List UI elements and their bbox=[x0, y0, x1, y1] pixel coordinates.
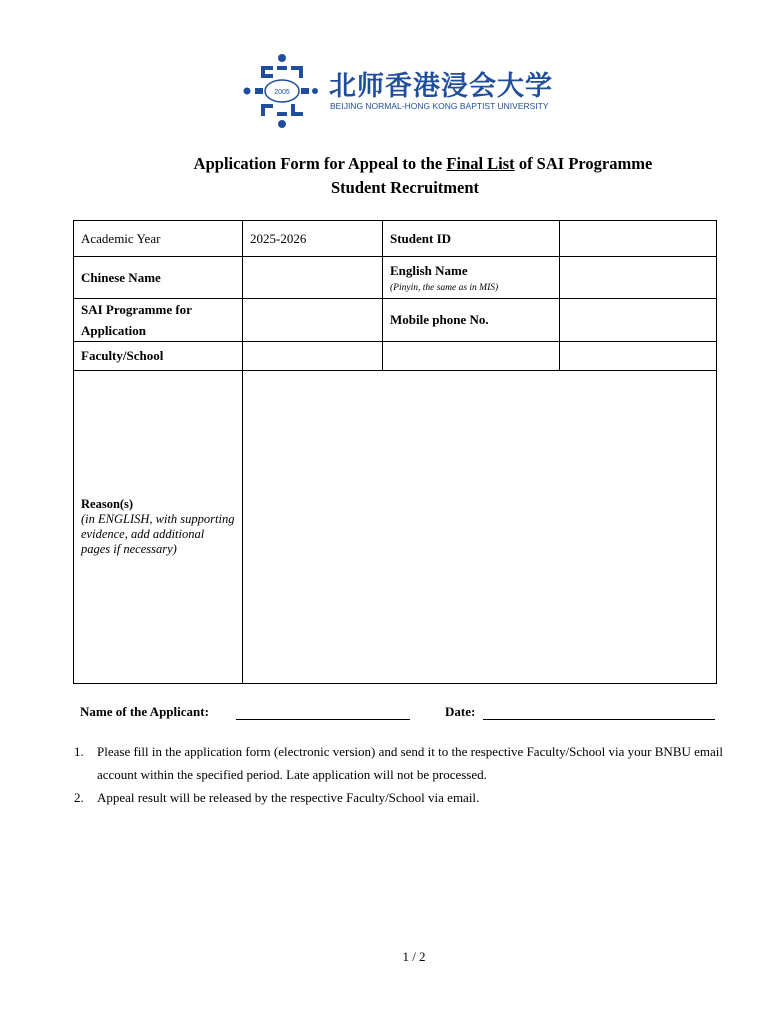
logo-year: 2005 bbox=[274, 89, 290, 96]
date-label: Date: bbox=[445, 704, 476, 719]
faculty-school-field[interactable] bbox=[243, 342, 383, 371]
reason-label: Reason(s) bbox=[81, 497, 134, 511]
list-item: 2. Appeal result will be released by the respective Faculty/School via email. bbox=[74, 790, 480, 805]
english-name-note: (Pinyin, the same as in MIS) bbox=[390, 282, 499, 293]
list-item: 1. Please fill in the application form (electronic version) and send it to the respective Faculty/School via your BNBU email account within the specified period. Late application will not be processed. bbox=[74, 744, 723, 782]
reason-field[interactable] bbox=[243, 371, 717, 684]
logo-english-name: BEIJING NORMAL-HONG KONG BAPTIST UNIVERSITY bbox=[330, 101, 549, 111]
chinese-name-field[interactable] bbox=[243, 257, 383, 299]
faculty-extra-cell-2 bbox=[560, 342, 717, 371]
student-id-field[interactable] bbox=[560, 221, 717, 257]
date-line[interactable] bbox=[483, 719, 715, 720]
sai-programme-field[interactable] bbox=[243, 299, 383, 342]
applicant-name-label: Name of the Applicant: bbox=[80, 704, 209, 719]
reason-note: (in ENGLISH, with supporting evidence, add additional pages if necessary) bbox=[81, 512, 235, 556]
faculty-school-label: Faculty/School bbox=[74, 342, 243, 371]
english-name-field[interactable] bbox=[560, 257, 717, 299]
instructions-list bbox=[74, 740, 724, 809]
mobile-phone-field[interactable] bbox=[560, 299, 717, 342]
final-list-underlined: Final List bbox=[446, 154, 515, 173]
form-title: Application Form for Appeal to the Final List of SAI Programme bbox=[193, 154, 653, 173]
chinese-name-label: Chinese Name bbox=[74, 257, 243, 299]
logo-chinese-name: 北师香港浸会大学 bbox=[329, 71, 553, 102]
form-title-line2: Student Recruitment bbox=[330, 178, 480, 197]
academic-year-label: Academic Year bbox=[74, 221, 243, 257]
academic-year-value: 2025-2026 bbox=[243, 221, 383, 257]
sai-programme-label: SAI Programme for Application bbox=[74, 299, 243, 342]
page-number: 1 / 2 bbox=[402, 949, 426, 964]
english-name-label: English Name (Pinyin, the same as in MIS) bbox=[383, 257, 560, 299]
mobile-phone-label: Mobile phone No. bbox=[383, 299, 560, 342]
application-form-table bbox=[73, 220, 717, 684]
student-id-label: Student ID bbox=[383, 221, 560, 257]
university-emblem-icon bbox=[243, 52, 321, 130]
applicant-name-line[interactable] bbox=[236, 719, 410, 720]
faculty-extra-cell bbox=[383, 342, 560, 371]
reason-label-cell bbox=[74, 371, 243, 684]
university-logo bbox=[243, 52, 553, 130]
